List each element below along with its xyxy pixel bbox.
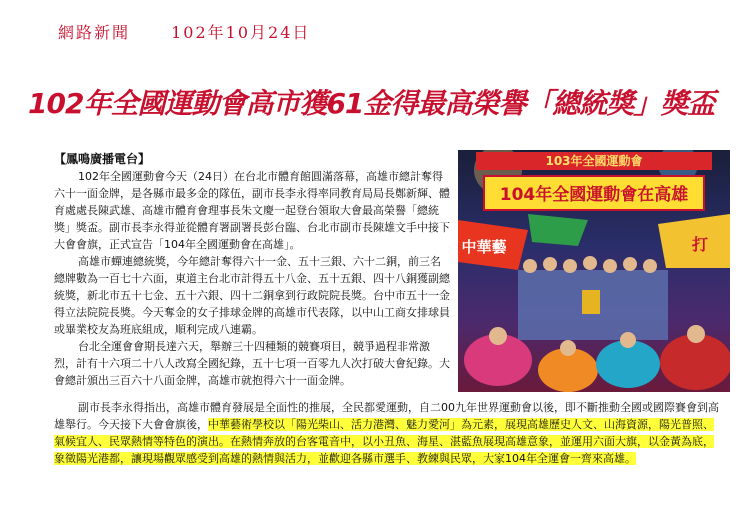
article-column: [54, 168, 450, 389]
ceremony-photo-art: [458, 150, 730, 392]
flag-text-right: 打: [691, 235, 709, 254]
date-label: 102年10月24日: [171, 23, 311, 42]
section-label: 網路新聞: [58, 23, 131, 42]
source-label: 【鳳鳴廣播電台】: [54, 152, 151, 166]
flag-text: 中華藝: [461, 238, 507, 256]
ceremony-photo: [458, 150, 730, 392]
paragraph-1: 102年全國運動會今天（24日）在台北市體育館圓滿落幕，高雄市總計奪得六十一面金牌，是各縣市最多金的隊伍，副市長李永得率同教育局局長鄭新輝、體育處處長陳武雄、高雄市體育會理事長朱文慶一起登台領取大會最高榮譽「總統獎」獎盃。副市長李永得並從體育署副署長彭台臨、台北市副市長陳雄文手中接下大會會旗，正式宣告「104年全國運動會在高雄」。: [54, 170, 450, 251]
people-group: [518, 256, 668, 340]
green-flag: [528, 214, 588, 246]
paragraph-3: 台北全運會會期長達六天，舉辦三十四種類的競賽項目，競爭過程非常激烈，計有十六項二十八人改寫全國紀錄，五十七項一百零九人次打破大會紀錄。大會總計頒出三百六十八面金牌，高雄市就抱得六十一面金牌。: [54, 340, 450, 387]
trophy: [582, 290, 600, 314]
paragraph-2: 高雄市蟬連總統獎，今年總計奪得六十一金、五十三銀、六十二銅，前三名總牌數為一百七十六面，東道主台北市計得五十八金、五十五銀、四十八銅獲副總統獎，新北市五十七金、五十六銀、四十二銅拿到行政院院長獎。台中市五十一金得立法院院長獎。今天奪金的女子排球金牌的高雄市代表隊，以中山工商女排球員或畢業校友為班底組成，順利完成八連霸。: [54, 255, 450, 336]
highlighted-text: 中華藝術學校以「陽光柴山、活力港灣、魅力愛河」為元素，展現高雄歷史人文、山海資源，陽光普照、氣候宜人、民眾熱情等特色的演出。在熱情奔放的台客電音中，以小丑魚、海星、湛藍魚展現高雄意象，並運用六面大旗，以金黃為底，象徵陽光港都，讓現場觀眾感受到高雄的熱情與活力，並歡迎各縣市選手、教練與民眾，大家104年全運會一齊來高雄。: [54, 418, 714, 465]
main-banner-text: 104年全國運動會在高雄: [499, 185, 689, 205]
headline: 102年全國運動會高市獲61金得最高榮譽「總統獎」獎盃: [28, 87, 715, 120]
article-full-width: [54, 399, 724, 467]
top-banner-text: 103年全國運動會: [545, 154, 643, 168]
paragraph-4: [54, 399, 724, 467]
paragraph-4-plain: 副市長李永得指出，高雄市體育發展是全面性的推展，全民都愛運動，自二00九年世界運動會以後，即不斷推動全國或國際賽會到高雄舉行。今天接下大會會旗後，: [54, 401, 719, 431]
page-header: [58, 20, 344, 43]
